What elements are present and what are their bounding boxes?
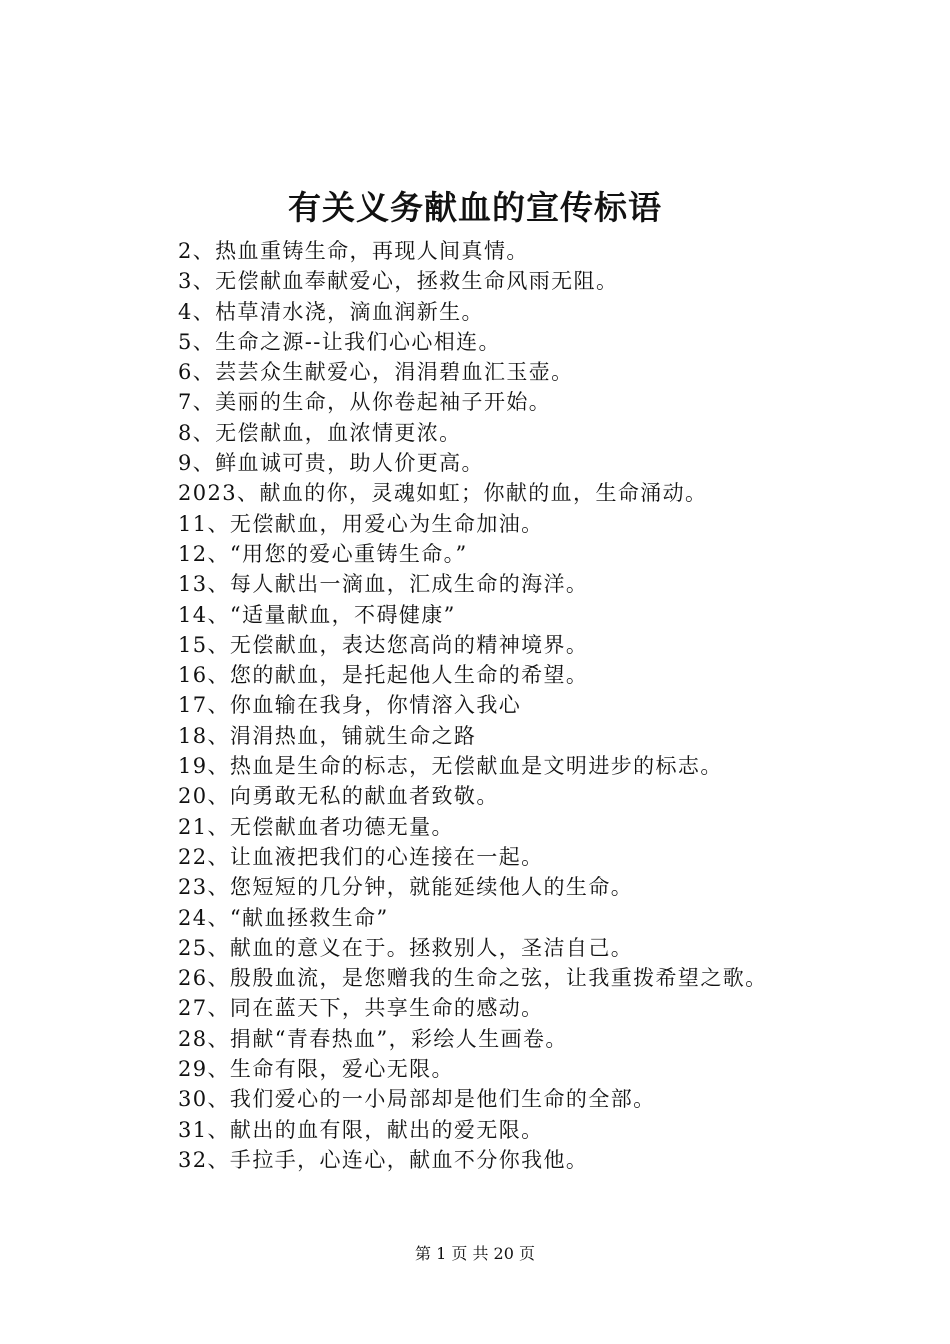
list-item: 15、无偿献血，表达您高尚的精神境界。 <box>178 632 589 657</box>
list-item: 19、热血是生命的标志，无偿献血是文明进步的标志。 <box>178 754 723 779</box>
list-item: 12、“用您的爱心重铸生命。” <box>178 541 468 566</box>
list-item: 30、我们爱心的一小局部却是他们生命的全部。 <box>178 1087 656 1112</box>
list-item: 7、美丽的生命，从你卷起袖子开始。 <box>178 390 552 415</box>
list-item: 21、无偿献血者功德无量。 <box>178 814 454 839</box>
list-item: 28、捐献“青春热血”，彩绘人生画卷。 <box>178 1026 568 1051</box>
list-item: 27、同在蓝天下，共享生命的感动。 <box>178 996 544 1021</box>
list-item: 4、枯草清水浇，滴血润新生。 <box>178 299 484 324</box>
list-item: 2、热血重铸生命，再现人间真情。 <box>178 239 529 263</box>
list-item: 16、您的献血，是托起他人生命的希望。 <box>178 663 589 688</box>
list-item: 22、让血液把我们的心连接在一起。 <box>178 844 544 869</box>
slogan-list <box>178 236 768 1175</box>
list-item: 18、涓涓热血，铺就生命之路 <box>178 723 477 748</box>
list-item: 32、手拉手，心连心，献血不分你我他。 <box>178 1147 589 1172</box>
list-item: 6、芸芸众生献爱心，涓涓碧血汇玉壶。 <box>178 360 574 385</box>
page-title: 有关义务献血的宣传标语 <box>288 188 662 227</box>
list-item: 8、无偿献血，血浓情更浓。 <box>178 420 462 445</box>
list-item: 31、献出的血有限，献出的爱无限。 <box>178 1117 544 1142</box>
list-item: 25、献血的意义在于。拯救别人，圣洁自己。 <box>178 935 634 960</box>
list-item: 11、无偿献血，用爱心为生命加油。 <box>178 511 544 536</box>
page-number-footer: 第 1 页 共 20 页 <box>415 1244 535 1263</box>
list-item: 2023、献血的你，灵魂如虹；你献的血，生命涌动。 <box>178 481 708 506</box>
list-item: 17、你血输在我身，你情溶入我心 <box>178 693 522 718</box>
list-item: 5、生命之源--让我们心心相连。 <box>178 329 501 354</box>
list-item: 3、无偿献血奉献爱心，拯救生命风雨无阻。 <box>178 269 619 294</box>
list-item: 26、殷殷血流，是您赠我的生命之弦，让我重拨希望之歌。 <box>178 966 768 991</box>
list-item: 9、鲜血诚可贵，助人价更高。 <box>178 451 484 476</box>
list-item: 20、向勇敢无私的献血者致敬。 <box>178 784 499 809</box>
list-item: 13、每人献出一滴血，汇成生命的海洋。 <box>178 572 589 597</box>
list-item: 23、您短短的几分钟，就能延续他人的生命。 <box>178 875 634 900</box>
list-item: 29、生命有限，爱心无限。 <box>178 1057 454 1082</box>
list-item: 14、“适量献血，不碍健康” <box>178 602 456 627</box>
list-item: 24、“献血拯救生命” <box>178 905 389 930</box>
